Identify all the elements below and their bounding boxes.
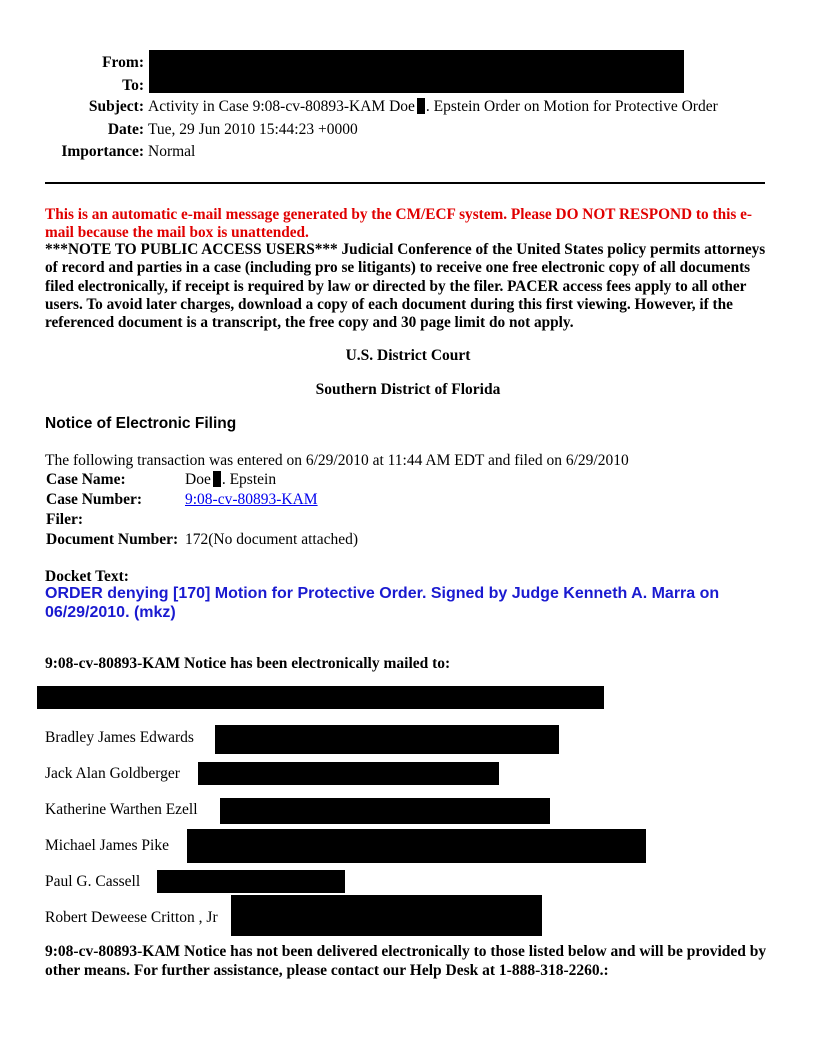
date-value: Tue, 29 Jun 2010 15:44:23 +0000 xyxy=(148,121,358,138)
case-number-link[interactable]: 9:08-cv-80893-KAM xyxy=(185,491,318,508)
recipient-name: Katherine Warthen Ezell xyxy=(45,801,198,818)
recipient-email-redaction xyxy=(231,895,542,936)
recipient-name: Paul G. Cassell xyxy=(45,873,141,890)
recipient-email-redaction xyxy=(220,798,550,824)
filer-label: Filer: xyxy=(46,511,84,528)
case-number-value xyxy=(185,491,318,509)
case-name-redaction xyxy=(213,471,221,487)
recipient-redaction-top xyxy=(37,686,604,709)
court-district: Southern District of Florida xyxy=(315,381,501,398)
recipient-email-redaction xyxy=(187,829,646,863)
nef-title: Notice of Electronic Filing xyxy=(45,415,237,432)
public-access-note: ***NOTE TO PUBLIC ACCESS USERS*** Judicial Conference of the United States policy permits attorneys of record and parties in a case (including pro se litigants) to receive one free electronic copy of all documents filed electronically, if receipt is required by law or directed by the filer. PACER access fees apply to all other users. To avoid later charges, download a copy of each document during this first viewing. However, if the referenced document is a transcript, the free copy and 30 page limit do not apply. xyxy=(45,241,766,332)
mailed-heading: 9:08-cv-80893-KAM Notice has been electronically mailed to: xyxy=(45,655,451,672)
recipient-email-redaction xyxy=(157,870,345,893)
from-to-redaction xyxy=(149,50,684,93)
from-label: From: xyxy=(102,54,144,71)
transaction-line: The following transaction was entered on 6/29/2010 at 11:44 AM EDT and filed on 6/29/2010 xyxy=(45,452,629,469)
case-name-label: Case Name: xyxy=(46,471,126,488)
header-divider xyxy=(45,182,765,184)
document-number-value: 172(No document attached) xyxy=(185,531,359,548)
date-label: Date: xyxy=(107,121,144,138)
recipient-name: Michael James Pike xyxy=(45,837,169,854)
subject-label: Subject: xyxy=(88,98,144,115)
case-name-start: Doe xyxy=(185,471,211,488)
docket-text-label: Docket Text: xyxy=(45,568,129,585)
subject-redaction xyxy=(417,98,425,114)
recipient-email-redaction xyxy=(215,725,559,754)
not-delivered-notice: 9:08-cv-80893-KAM Notice has not been delivered electronically to those listed below and will be provided by other means. For further assistance, please contact our Help Desk at 1-888-318-2260.: xyxy=(45,943,767,979)
recipient-email-redaction xyxy=(198,762,499,785)
case-name-end: . Epstein xyxy=(221,471,277,488)
auto-message-warning: This is an automatic e-mail message generated by the CM/ECF system. Please DO NOT RESPOND to this e-mail because the mail box is unattended. xyxy=(45,206,752,241)
recipient-name: Robert Deweese Critton , Jr xyxy=(45,909,218,926)
to-label: To: xyxy=(122,77,144,94)
document-number-label: Document Number: xyxy=(46,531,179,548)
court-name: U.S. District Court xyxy=(345,347,471,364)
importance-label: Importance: xyxy=(61,143,144,160)
importance-value: Normal xyxy=(148,143,196,160)
docket-text: ORDER denying [170] Motion for Protective Order. Signed by Judge Kenneth A. Marra on 06/29/2010. (mkz) xyxy=(45,585,720,621)
subject-value xyxy=(148,98,718,116)
subject-text-start: Activity in Case 9:08-cv-80893-KAM Doe xyxy=(148,98,415,115)
case-name-value xyxy=(185,471,276,489)
case-number-label: Case Number: xyxy=(46,491,142,508)
recipient-name: Bradley James Edwards xyxy=(45,729,194,746)
subject-text-end: . Epstein Order on Motion for Protective Order xyxy=(425,98,718,115)
recipient-name: Jack Alan Goldberger xyxy=(45,765,180,782)
